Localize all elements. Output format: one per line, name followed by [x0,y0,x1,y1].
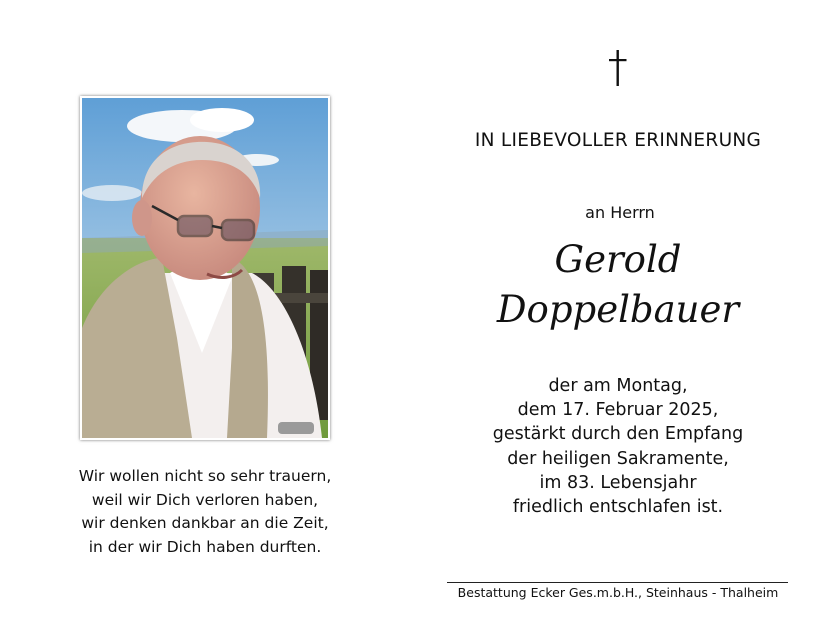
salutation: an Herrn [585,203,655,222]
deceased-first-name: Gerold [554,238,682,281]
notice-line: der am Montag, [548,376,688,396]
verse-line: weil wir Dich verloren haben, [91,490,319,509]
notice-line: im 83. Lebensjahr [539,472,697,493]
cross-icon [600,48,636,88]
footer-divider [447,582,788,583]
notice-line: friedlich entschlafen ist. [512,497,724,518]
memorial-verse [40,465,370,559]
verse-line: wir denken dankbar an die Zeit, [81,514,329,532]
verse-line: Wir wollen nicht so sehr trauern, [78,467,332,485]
portrait-photo-icon [82,98,328,438]
portrait-photo [80,96,330,440]
funeral-home-credit: Bestattung Ecker Ges.m.b.H., Steinhaus - Thalheim [457,585,779,600]
notice-line: dem 17. Februar 2025, [517,400,719,421]
deceased-last-name: Doppelbauer [496,288,740,331]
memorial-heading: IN LIEBEVOLLER ERINNERUNG [474,130,762,151]
notice-line: gestärkt durch den Empfang [492,424,744,445]
death-notice-text [440,374,796,519]
verse-line: in der wir Dich haben durften. [88,537,322,556]
notice-line: der heiligen Sakramente, [507,448,729,469]
